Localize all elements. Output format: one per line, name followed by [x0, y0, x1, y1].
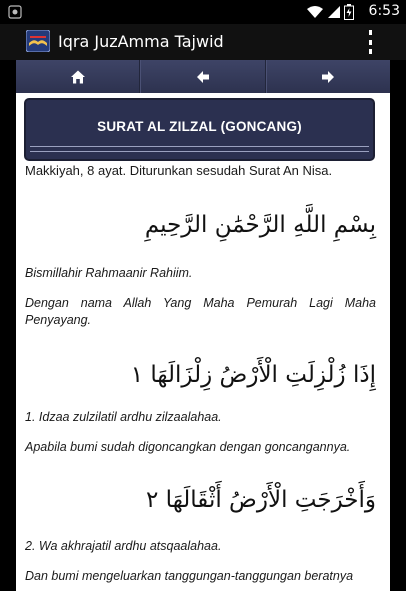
notification-icon [8, 5, 22, 19]
home-button[interactable] [16, 60, 140, 93]
wifi-icon [306, 5, 324, 19]
verse-arabic: إِذَا زُلْزِلَتِ الْأَرْضُ زِلْزَالَهَا ١ [130, 362, 376, 388]
surah-body [25, 163, 376, 585]
verse-translation: Dan bumi mengeluarkan tanggungan-tanggungan beratnya [25, 569, 354, 583]
status-time: 6:53 [368, 3, 400, 19]
menu-dot [369, 30, 372, 35]
battery-icon [344, 4, 354, 20]
action-bar [0, 24, 406, 60]
app-title: Iqra JuzAmma Tajwid [58, 32, 224, 51]
header-divider [30, 146, 369, 152]
surah-header [24, 98, 375, 161]
overflow-menu-button[interactable] [364, 30, 376, 54]
menu-dot [369, 49, 372, 54]
verse-latin: 1. Idzaa zulzilatil ardhu zilzaalahaa. [25, 410, 222, 424]
surah-intro: Makkiyah, 8 ayat. Diturunkan sesudah Surat An Nisa. [25, 163, 333, 178]
verse-translation: Apabila bumi sudah digoncangkan dengan goncangannya. [25, 440, 351, 454]
verse-arabic: وَأَخْرَجَتِ الْأَرْضُ أَثْقَالَهَا ٢ [146, 487, 376, 513]
verse-latin: Bismillahir Rahmaanir Rahiim. [25, 266, 193, 280]
arrow-left-icon [195, 69, 211, 85]
surah-title: SURAT AL ZILZAL (GONCANG) [97, 119, 302, 134]
quran-book-icon[interactable] [26, 30, 50, 52]
verse-latin: 2. Wa akhrajatil ardhu atsqaalahaa. [25, 539, 222, 553]
status-bar [0, 0, 406, 24]
next-button[interactable] [266, 60, 390, 93]
menu-dot [369, 40, 372, 45]
previous-button[interactable] [140, 60, 265, 93]
nav-bar [16, 60, 390, 93]
verse-arabic: بِسْمِ اللَّهِ الرَّحْمَٰنِ الرَّحِيمِ [144, 212, 376, 238]
content-area[interactable] [16, 60, 390, 591]
signal-icon [327, 5, 341, 19]
status-icons [306, 4, 354, 20]
home-icon [70, 69, 86, 85]
verse-translation: Dengan nama Allah Yang Maha Pemurah Lagi Maha Penyayang. [25, 296, 376, 327]
arrow-right-icon [320, 69, 336, 85]
